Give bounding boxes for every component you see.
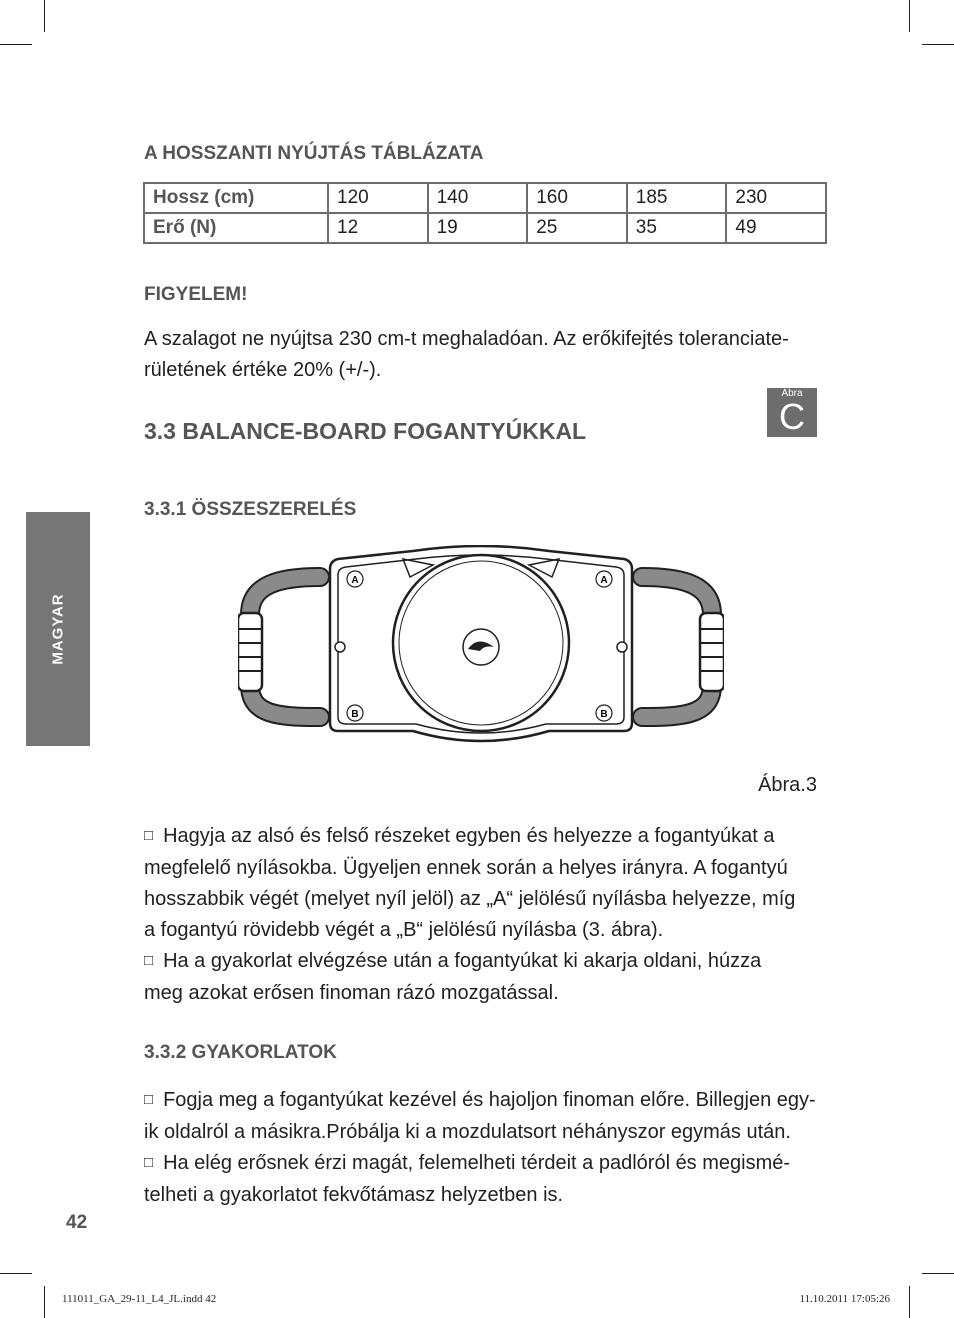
bullet-icon: □	[144, 1091, 154, 1108]
warning-title: FIGYELEM!	[144, 284, 248, 305]
footer-timestamp: 11.10.2011 17:05:26	[799, 1293, 890, 1305]
table-cell: 35	[627, 213, 727, 243]
text-line: a fogantyú rövidebb végét a „B“ jelölésű nyílásba (3. ábra).	[144, 919, 664, 941]
table-cell: 185	[627, 183, 727, 213]
table-cell: 12	[328, 213, 428, 243]
text-line: telheti a gyakorlatot fekvőtámasz helyzetben is.	[144, 1184, 564, 1206]
table-row	[144, 213, 826, 243]
slot-label-a: A	[351, 575, 359, 586]
table-cell: 230	[726, 183, 826, 213]
table-row	[144, 183, 826, 213]
text-line: meg azokat erősen finoman rázó mozgatással.	[144, 982, 559, 1004]
bullet-icon: □	[144, 827, 154, 844]
text-line: □ Ha a gyakorlat elvégzése után a fogantyúkat ki akarja oldani, húzza	[144, 950, 762, 972]
table-cell: 140	[428, 183, 528, 213]
table-cell: 19	[428, 213, 528, 243]
crop-mark	[909, 1286, 910, 1318]
balance-board-illustration	[238, 545, 724, 755]
board-body	[330, 546, 632, 741]
crop-mark	[44, 0, 45, 32]
slot-label-a: A	[600, 575, 608, 586]
bullet-icon: □	[144, 952, 154, 969]
left-handle	[238, 577, 320, 717]
language-side-tab	[26, 512, 90, 746]
crop-mark	[922, 1273, 954, 1274]
row-header: Hossz (cm)	[144, 183, 328, 213]
table-cell: 120	[328, 183, 428, 213]
slot-label-b: B	[351, 709, 359, 720]
row-header: Erő (N)	[144, 213, 328, 243]
footer-file: 111011_GA_29-11_L4_JL.indd 42	[62, 1293, 217, 1305]
exercise-text	[144, 1085, 824, 1211]
text-line: □ Fogja meg a fogantyúkat kezével és hajoljon finoman előre. Billegjen egy-	[144, 1089, 816, 1111]
warning-text	[144, 324, 824, 386]
figure-badge	[767, 388, 817, 437]
figure-badge-letter: C	[779, 396, 805, 437]
subsection-title: 3.3.2 GYAKORLATOK	[144, 1042, 337, 1063]
text-line: □ Ha elég erősnek érzi magát, felemelheti térdeit a padlóról és megismé-	[144, 1152, 791, 1174]
crop-mark	[0, 1273, 32, 1274]
text-line: rületének értéke 20% (+/-).	[144, 359, 382, 381]
bullet-icon: □	[144, 1154, 154, 1171]
text-line: megfelelő nyílásokba. Ügyeljen ennek során a helyes irányra. A fogantyú	[144, 857, 788, 879]
table-cell: 160	[527, 183, 627, 213]
stretch-table	[143, 182, 827, 244]
text-line: □ Hagyja az alsó és felső részeket egyben és helyezze a fogantyúkat a	[144, 825, 775, 847]
figure-caption: Ábra.3	[758, 774, 817, 796]
text-line: ik oldalról a másikra.Próbálja ki a mozdulatsort néhányszor egymás után.	[144, 1121, 791, 1143]
table-cell: 25	[527, 213, 627, 243]
crop-mark	[0, 44, 32, 45]
slot-label-b: B	[600, 709, 608, 720]
text-line: A szalagot ne nyújtsa 230 cm-t meghaladóan. Az erőkifejtés toleranciate-	[144, 328, 789, 350]
language-label: MAGYAR	[49, 593, 67, 665]
crop-mark	[909, 0, 910, 32]
section-title: 3.3 BALANCE-BOARD FOGANTYÚKKAL	[144, 418, 587, 444]
table-section-title: A HOSSZANTI NYÚJTÁS TÁBLÁZATA	[144, 143, 484, 164]
assembly-text	[144, 821, 824, 1009]
page-number: 42	[66, 1212, 88, 1233]
crop-mark	[922, 44, 954, 45]
crop-mark	[44, 1286, 45, 1318]
table-cell: 49	[726, 213, 826, 243]
subsection-title: 3.3.1 ÖSSZESZERELÉS	[144, 499, 357, 520]
right-handle	[642, 577, 724, 717]
figure-badge-label: Ábra	[781, 388, 803, 399]
text-line: hosszabbik végét (melyet nyíl jelöl) az „A“ jelölésű nyílásba helyezze, míg	[144, 888, 796, 910]
